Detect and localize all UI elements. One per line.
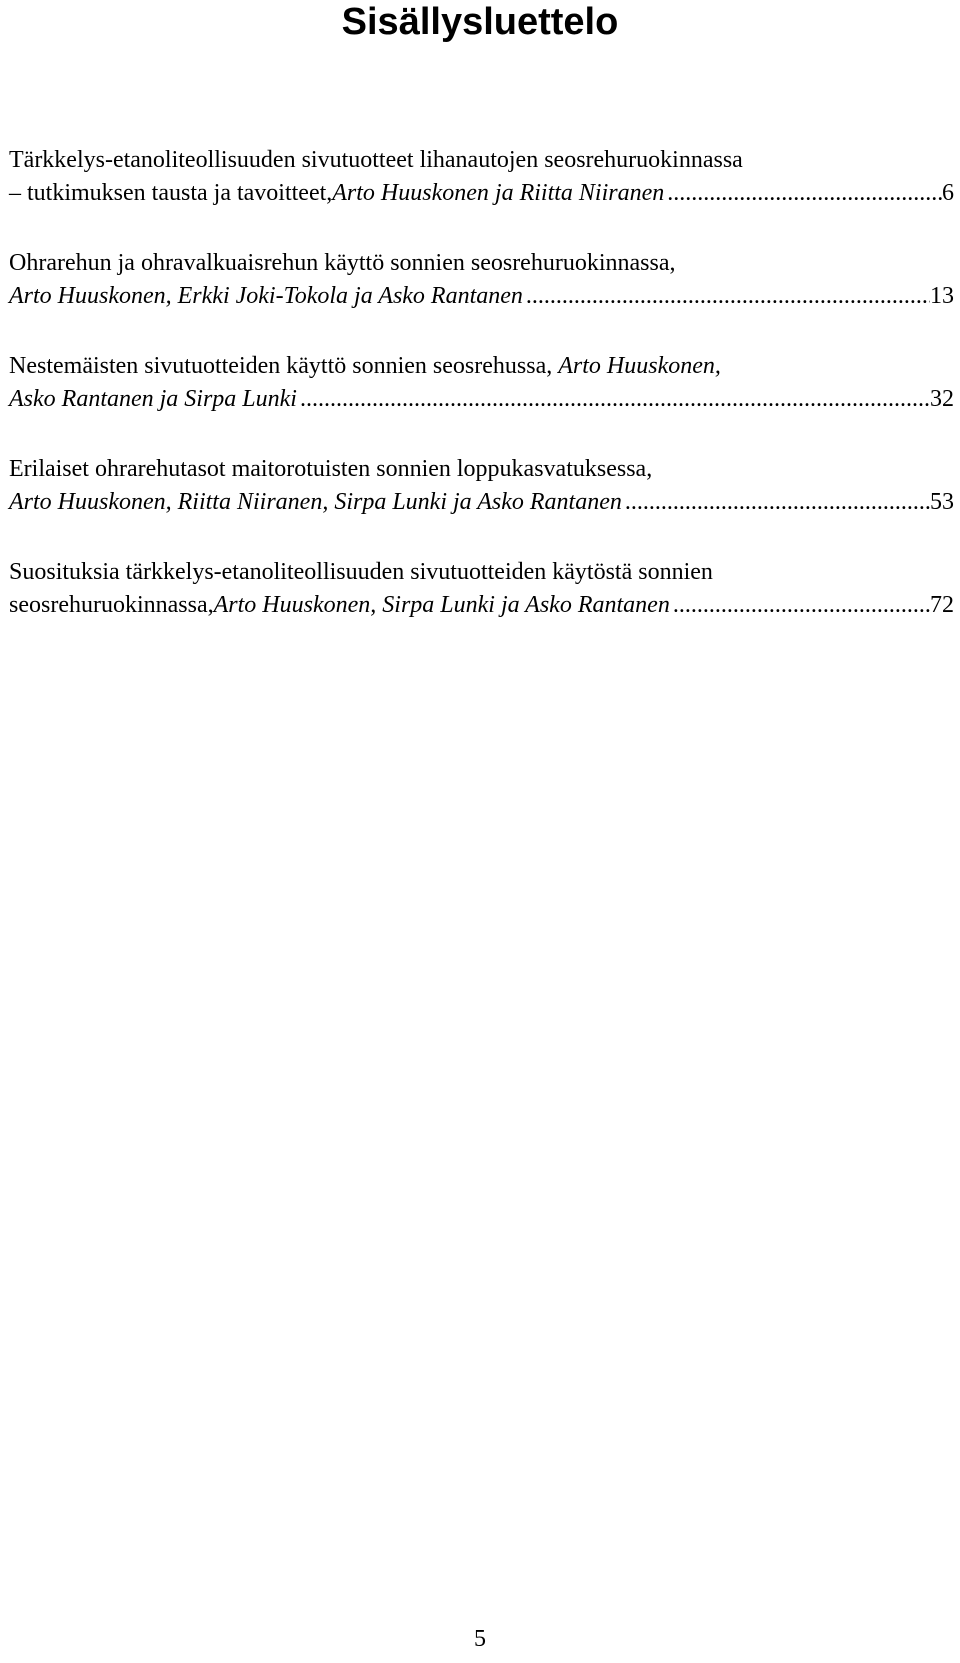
toc-entry-title-line	[9, 350, 954, 383]
toc-entry-authors: Arto Huuskonen ja Riitta Niiranen	[332, 180, 665, 206]
toc-entry-authors-start: Arto Huuskonen,	[558, 353, 721, 379]
dot-leader	[625, 486, 930, 519]
toc-entry-authors: Arto Huuskonen, Erkki Joki-Tokola ja Asko Rantanen	[9, 283, 523, 309]
toc-entry-last-line	[9, 177, 954, 210]
toc-entry-title: Erilaiset ohrarehutasot maitorotuisten sonnien loppukasvatuksessa,	[9, 456, 653, 482]
toc-entry-last-line	[9, 589, 954, 622]
toc-entry-page: 13	[930, 283, 954, 309]
dot-leader	[300, 383, 930, 416]
toc-entry-authors: Arto Huuskonen, Riitta Niiranen, Sirpa Lunki ja Asko Rantanen	[9, 489, 622, 515]
page-number: 5	[474, 1626, 486, 1652]
toc-entry[interactable]	[9, 556, 954, 622]
page-title: Sisällysluettelo	[341, 1, 619, 43]
toc-entry-title: Nestemäisten sivutuotteiden käyttö sonnien seosrehussa,	[9, 353, 559, 379]
toc-entry-page: 6	[942, 180, 954, 206]
toc-entry-title-cont: – tutkimuksen tausta ja tavoitteet,	[9, 180, 333, 206]
toc-entry[interactable]	[9, 453, 954, 519]
toc-entry-last-line	[9, 486, 954, 519]
dot-leader	[667, 177, 942, 210]
toc-entry-title: Tärkkelys-etanoliteollisuuden sivutuotteet lihanautojen seosrehuruokinnassa	[9, 147, 743, 173]
toc-entry-last-line	[9, 280, 954, 313]
toc-entry[interactable]	[9, 144, 954, 210]
toc-entry-last-line	[9, 383, 954, 416]
dot-leader	[673, 589, 930, 622]
toc-entry-authors: Asko Rantanen ja Sirpa Lunki	[9, 386, 297, 412]
toc-entry-title: Suosituksia tärkkelys-etanoliteollisuuden sivutuotteiden käytöstä sonnien	[9, 559, 713, 585]
toc-entry-page: 53	[930, 489, 954, 515]
toc-entry[interactable]	[9, 350, 954, 416]
toc-entry-title-cont: seosrehuruokinnassa,	[9, 592, 214, 618]
toc-entry-title: Ohrarehun ja ohravalkuaisrehun käyttö sonnien seosrehuruokinnassa,	[9, 250, 676, 276]
table-of-contents	[9, 144, 954, 659]
dot-leader	[526, 280, 930, 313]
toc-entry-authors: Arto Huuskonen, Sirpa Lunki ja Asko Rantanen	[213, 592, 670, 618]
toc-entry-page: 72	[930, 592, 954, 618]
toc-entry[interactable]	[9, 247, 954, 313]
toc-entry-page: 32	[930, 386, 954, 412]
